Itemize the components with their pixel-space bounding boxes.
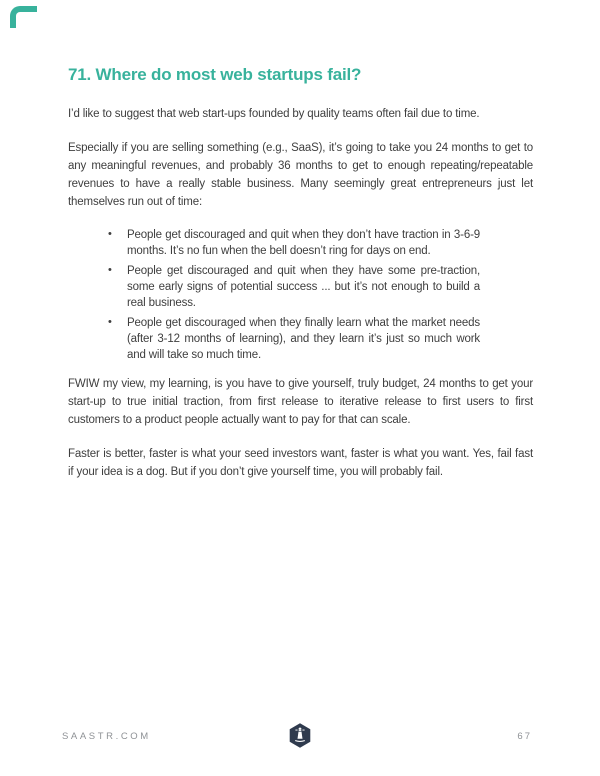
article-content bbox=[68, 64, 533, 497]
paragraph-closing: Faster is better, faster is what your seed investors want, faster is what you want. Yes, fail fast if your idea is a dog. But if you don’t give yourself time, you will probably fail. bbox=[68, 448, 533, 478]
page-footer bbox=[0, 722, 600, 752]
paragraph-fwiw: FWIW my view, my learning, is you have to give yourself, truly budget, 24 months to get your start-up to true initial traction, from first release to iterative release to first users to first customers to a product people actually want to pay for that can scale. bbox=[68, 378, 533, 426]
site-name: SAASTR.COM bbox=[62, 731, 151, 742]
list-item: • People get discouraged when they finally learn what the market needs (after 3-12 months of learning), and they learn it’s just so much work and will take so much time. bbox=[127, 315, 480, 363]
page-number: 67 bbox=[517, 731, 532, 742]
page-title: 71. Where do most web startups fail? bbox=[68, 65, 362, 84]
list-item: • People get discouraged and quit when they don’t have traction in 3-6-9 months. It’s no fun when the bell doesn’t ring for days on end. bbox=[127, 227, 480, 259]
saastr-hexagon-lighthouse-logo-icon bbox=[289, 723, 311, 748]
paragraph-timeline: Especially if you are selling something (e.g., SaaS), it’s going to take you 24 months to get to any meaningful revenues, and probably 36 months to get to enough repeating/repeatable revenues to have a really stable business. Many seemingly great entrepreneurs just let themselves run out of time: bbox=[68, 142, 533, 208]
page-corner-accent bbox=[10, 6, 37, 28]
paragraph-intro: I’d like to suggest that web start-ups founded by quality teams often fail due to time. bbox=[68, 108, 480, 120]
list-item: • People get discouraged and quit when they have some pre-traction, some early signs of potential success ... but it’s not enough to build a real business. bbox=[127, 263, 480, 311]
bullet-list bbox=[68, 227, 533, 363]
